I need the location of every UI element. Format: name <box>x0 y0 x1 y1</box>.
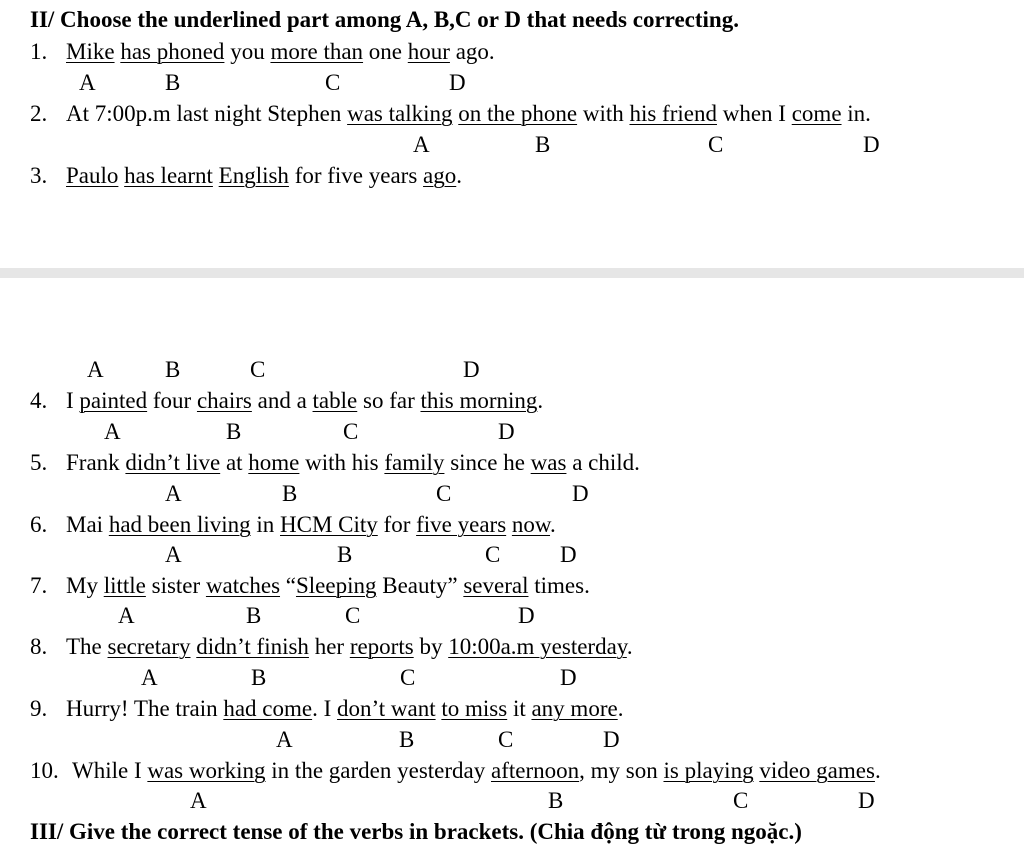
text: one <box>363 39 408 64</box>
text: At 7:00p.m last night Stephen <box>66 101 348 126</box>
option-label-a: A <box>190 788 207 813</box>
option-c-text: English <box>218 163 289 188</box>
question-4 <box>30 389 543 412</box>
text: it <box>507 696 532 721</box>
option-b-text: on the phone <box>458 101 578 126</box>
option-label-d: D <box>858 788 875 813</box>
question-text <box>66 573 590 598</box>
text: ago. <box>449 39 495 64</box>
option-b-text: afternoon <box>491 758 580 783</box>
text: Mai <box>66 512 109 537</box>
option-a-text: Mike <box>66 39 115 64</box>
option-label-d: D <box>463 357 480 382</box>
text: . <box>626 634 633 659</box>
text: . <box>456 163 463 188</box>
option-c-text: his friend <box>629 101 717 126</box>
option-a-text: was working <box>147 758 266 783</box>
question-1 <box>30 40 495 63</box>
option-label-b: B <box>548 788 564 813</box>
text: a child. <box>566 450 640 475</box>
option-d-text: this morning <box>420 388 538 413</box>
text: “ <box>280 573 296 598</box>
option-a-text: had come <box>223 696 313 721</box>
option-label-d: D <box>560 542 577 567</box>
question-number: 7. <box>30 573 48 598</box>
option-b-text: HCM City <box>280 512 378 537</box>
text: I <box>66 388 80 413</box>
text: sister <box>145 573 206 598</box>
option-label-b: B <box>399 727 415 752</box>
text: in. <box>841 101 871 126</box>
question-6 <box>30 513 556 536</box>
option-d-text: 10:00a.m yesterday <box>448 634 627 659</box>
question-number: 10. <box>30 758 59 783</box>
text: and a <box>251 388 313 413</box>
option-label-c: C <box>343 419 359 444</box>
option-label-b: B <box>535 132 551 157</box>
question-text <box>66 388 543 413</box>
option-b-text: has phoned <box>120 39 225 64</box>
option-d-text: come <box>791 101 842 126</box>
question-number: 2. <box>30 101 48 126</box>
option-b-text: chairs <box>196 388 252 413</box>
text: you <box>224 39 271 64</box>
option-label-d: D <box>572 481 589 506</box>
option-label-c: C <box>708 132 724 157</box>
option-label-c: C <box>436 481 452 506</box>
option-c-text: family <box>384 450 445 475</box>
option-label-b: B <box>282 481 298 506</box>
option-label-a: A <box>141 665 158 690</box>
option-label-b: B <box>226 419 242 444</box>
text: times. <box>528 573 590 598</box>
option-a-text: was talking <box>347 101 453 126</box>
text: four <box>147 388 197 413</box>
option-label-a: A <box>87 357 104 382</box>
option-label-a: A <box>79 70 96 95</box>
option-a-text: little <box>103 573 146 598</box>
option-label-d: D <box>449 70 466 95</box>
option-d-text: video games <box>759 758 875 783</box>
question-text <box>72 758 881 783</box>
question-3 <box>30 164 462 187</box>
option-a-text: didn’t live <box>125 450 221 475</box>
option-label-a: A <box>104 419 121 444</box>
option-label-b: B <box>246 603 262 628</box>
option-label-d: D <box>603 727 620 752</box>
section-2-heading: II/ Choose the underlined part among A, B,C or D that needs correcting. <box>30 7 739 32</box>
text: The <box>66 634 108 659</box>
option-b-text: watches <box>205 573 281 598</box>
text: , my son <box>579 758 664 783</box>
text: at <box>220 450 249 475</box>
option-d-text: hour <box>407 39 450 64</box>
question-number: 1. <box>30 39 48 64</box>
option-label-a: A <box>413 132 430 157</box>
text: in <box>250 512 280 537</box>
text: by <box>413 634 449 659</box>
text: . <box>537 388 544 413</box>
option-b-text: has learnt <box>124 163 213 188</box>
option-label-b: B <box>165 70 181 95</box>
option-d-text: was <box>530 450 567 475</box>
text: her <box>308 634 350 659</box>
option-c-text: five years <box>416 512 507 537</box>
option-label-b: B <box>165 357 181 382</box>
option-a-text: painted <box>79 388 148 413</box>
option-d-text: ago <box>423 163 457 188</box>
text: . I <box>312 696 338 721</box>
question-2 <box>30 102 871 125</box>
option-d-text: now <box>511 512 551 537</box>
question-text <box>66 101 871 126</box>
question-number: 5. <box>30 450 48 475</box>
option-label-c: C <box>485 542 501 567</box>
text: with his <box>299 450 385 475</box>
question-number: 8. <box>30 634 48 659</box>
text: when I <box>716 101 792 126</box>
option-label-a: A <box>165 542 182 567</box>
option-label-d: D <box>863 132 880 157</box>
option-b-text: home <box>248 450 300 475</box>
question-5 <box>30 451 640 474</box>
option-label-d: D <box>498 419 515 444</box>
question-7 <box>30 574 590 597</box>
page-divider <box>0 268 1024 278</box>
section-3-heading: III/ Give the correct tense of the verbs in brackets. (Chia động từ trong ngoặc.) <box>30 819 802 844</box>
question-8 <box>30 635 633 658</box>
option-label-d: D <box>518 603 535 628</box>
text: in the garden yesterday <box>265 758 491 783</box>
option-c-text: reports <box>349 634 414 659</box>
option-label-c: C <box>325 70 341 95</box>
question-text <box>66 450 640 475</box>
option-label-c: C <box>733 788 749 813</box>
question-text <box>66 696 623 721</box>
option-d-text: several <box>463 573 529 598</box>
text: . <box>617 696 624 721</box>
text: since he <box>444 450 531 475</box>
text: While I <box>72 758 148 783</box>
text: for five years <box>288 163 424 188</box>
option-label-c: C <box>498 727 514 752</box>
question-number: 6. <box>30 512 48 537</box>
option-label-a: A <box>165 481 182 506</box>
text: . <box>874 758 881 783</box>
question-number: 3. <box>30 163 48 188</box>
question-9 <box>30 697 623 720</box>
option-label-b: B <box>251 665 267 690</box>
option-label-c: C <box>400 665 416 690</box>
question-number: 4. <box>30 388 48 413</box>
text: . <box>550 512 556 537</box>
option-b-text: didn’t finish <box>196 634 309 659</box>
text: Beauty” <box>376 573 464 598</box>
option-c-text: table <box>312 388 358 413</box>
option-a-text: had been living <box>108 512 251 537</box>
option-c-text: is playing <box>663 758 754 783</box>
option-label-a: A <box>276 727 293 752</box>
text: Hurry! The train <box>66 696 224 721</box>
text: Frank <box>66 450 126 475</box>
question-text <box>66 39 495 64</box>
option-c-text: to miss <box>441 696 508 721</box>
question-number: 9. <box>30 696 48 721</box>
text: My <box>66 573 104 598</box>
option-label-d: D <box>560 665 577 690</box>
text: so far <box>357 388 421 413</box>
text: with <box>577 101 630 126</box>
option-label-b: B <box>337 542 353 567</box>
option-label-c: C <box>345 603 361 628</box>
option-c-text: Sleeping <box>295 573 377 598</box>
option-label-c: C <box>250 357 266 382</box>
text: for <box>377 512 417 537</box>
option-d-text: any more <box>531 696 618 721</box>
option-label-a: A <box>118 603 135 628</box>
option-a-text: secretary <box>107 634 191 659</box>
question-text <box>66 634 633 659</box>
option-c-text: more than <box>270 39 364 64</box>
option-a-text: Paulo <box>66 163 119 188</box>
question-10 <box>30 759 881 782</box>
question-text <box>66 163 462 188</box>
question-text <box>66 512 556 537</box>
option-b-text: don’t want <box>337 696 436 721</box>
